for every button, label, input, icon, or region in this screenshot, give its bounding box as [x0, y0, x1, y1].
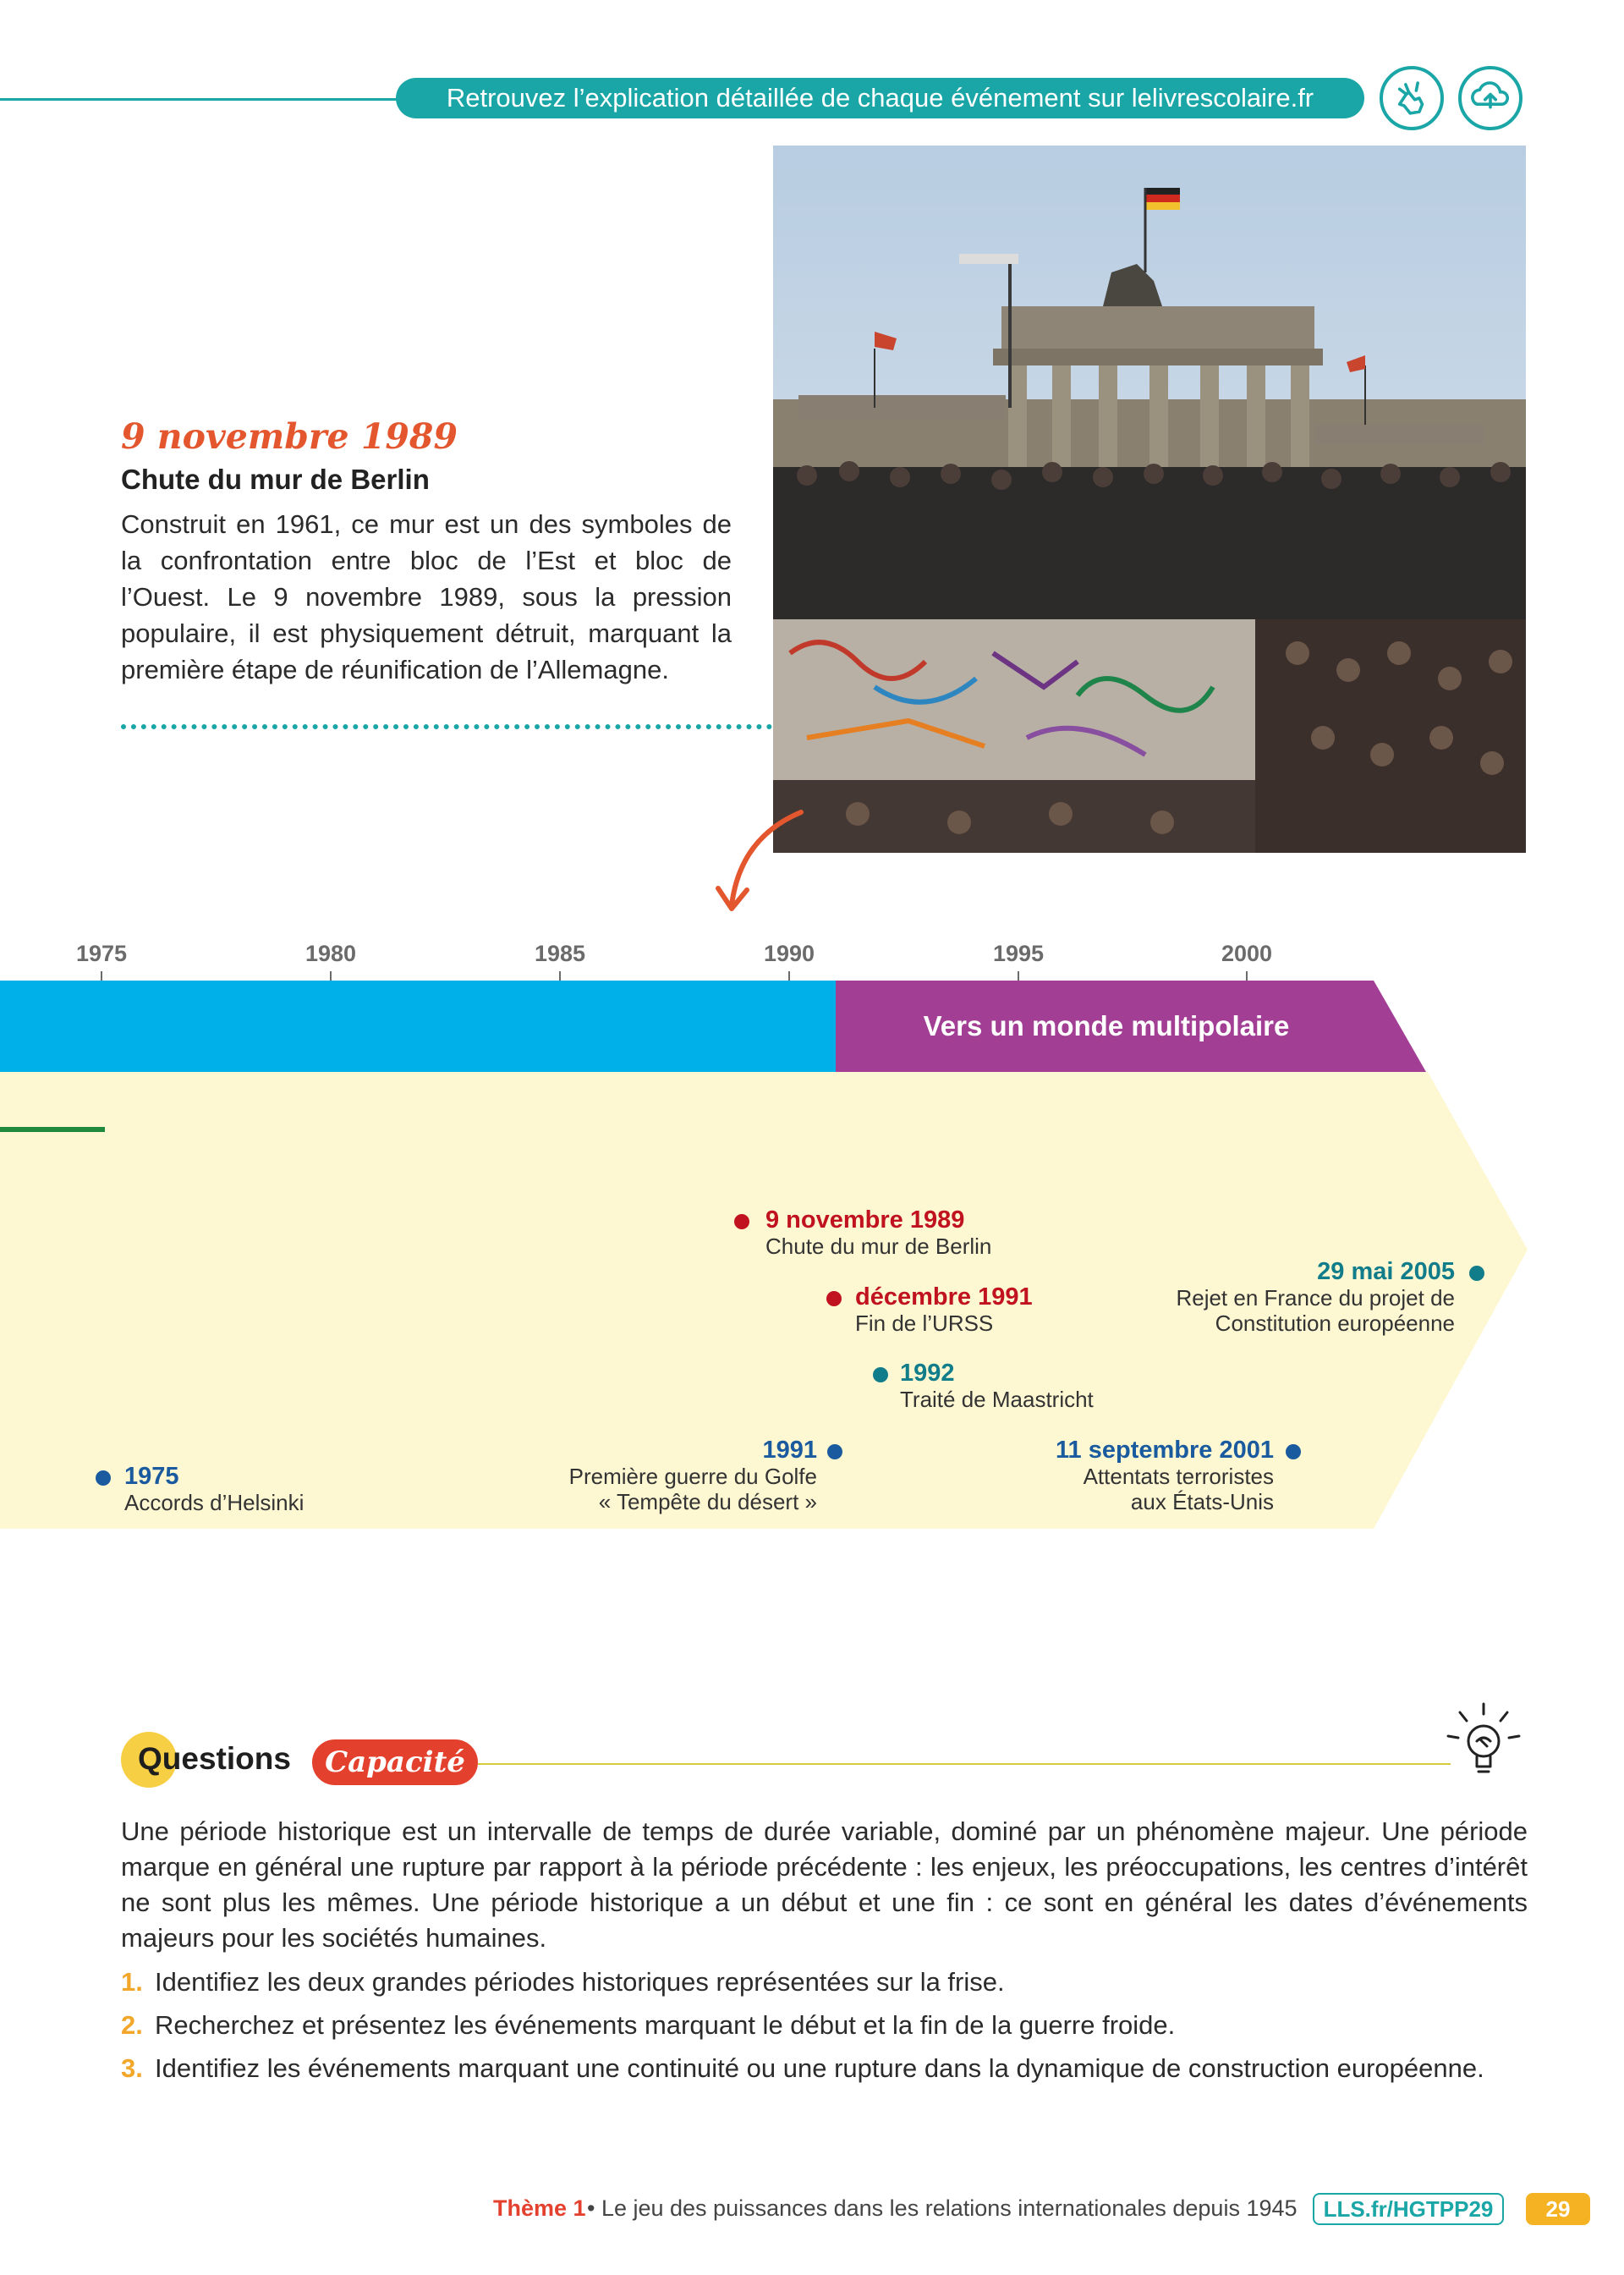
questions-intro: Une période historique est un intervalle de temps de durée variable, dominé par un phénomène majeur. Une période marque en général une rupture par rapport à la période précédente : les enjeux, les préoccupations, les centres d’intérêt ne sont plus les mêmes. Une période historique a un début et une fin : ce sont en général les dates d’événements majeurs pour les sociétés humaines. — [121, 1816, 1528, 1953]
event-label: Accords d’Helsinki — [124, 1490, 304, 1515]
footer-theme: Thème 1 — [493, 2195, 586, 2221]
question-item — [121, 2008, 1528, 2043]
event-dot — [734, 1214, 749, 1229]
tick-label: 1995 — [992, 941, 1045, 966]
event-label: Traité de Maastricht — [900, 1387, 1094, 1412]
questions-title: Questions — [138, 1741, 291, 1776]
hand-gesture-icon[interactable] — [1380, 66, 1444, 130]
event-date: 9 novembre 1989 — [121, 416, 458, 457]
event-dot — [1469, 1266, 1484, 1281]
event-date: décembre 1991 — [855, 1283, 1033, 1311]
page-number: 29 — [1526, 2193, 1590, 2225]
event-date: 1991 — [762, 1437, 817, 1464]
event-dot — [96, 1470, 111, 1486]
question-number: 1. — [121, 1967, 143, 1997]
timeline-event — [765, 1206, 991, 1259]
period-label: Vers un monde multipolaire — [923, 1010, 1290, 1041]
event-date: 11 septembre 2001 — [1056, 1437, 1274, 1464]
question-text: Identifiez les événements marquant une continuité ou une rupture dans la dynamique de construction européenne. — [155, 2053, 1484, 2083]
tick-label: 1985 — [534, 941, 586, 966]
tick-label: 1975 — [75, 941, 128, 966]
question-text: Identifiez les deux grandes périodes historiques représentées sur la frise. — [155, 1967, 1005, 1997]
question-item — [121, 2051, 1528, 2086]
footer-link[interactable]: LLS.fr/HGTPP29 — [1313, 2193, 1504, 2225]
event-date: 9 novembre 1989 — [765, 1206, 965, 1234]
period-band-cold-war — [0, 981, 836, 1072]
timeline-event — [855, 1283, 1033, 1336]
timeline-event — [124, 1463, 304, 1515]
capacite-tag: Capacité — [312, 1739, 478, 1785]
timeline-event — [900, 1360, 1094, 1412]
event-date: 1992 — [900, 1360, 955, 1387]
header-banner[interactable]: Retrouvez l’explication détaillée de chaque événement sur lelivrescolaire.fr — [396, 78, 1364, 118]
lightbulb-icon — [1440, 1697, 1528, 1785]
timeline-event — [508, 1437, 817, 1514]
tick-label: 1990 — [763, 941, 815, 966]
header-rule — [0, 98, 406, 101]
event-date: 29 mai 2005 — [1317, 1258, 1455, 1285]
green-marker — [0, 1127, 105, 1132]
event-label: Fin de l’URSS — [855, 1311, 994, 1336]
event-label: Première guerre du Golfe — [568, 1464, 817, 1489]
curved-arrow-icon — [706, 804, 816, 922]
question-text: Recherchez et présentez les événements marquant le début et la fin de la guerre froide. — [155, 2010, 1176, 2040]
event-dot — [826, 1291, 842, 1306]
question-number: 3. — [121, 2053, 143, 2083]
timeline-event — [973, 1437, 1274, 1514]
tick-label: 1980 — [304, 941, 357, 966]
upload-cloud-icon[interactable] — [1458, 66, 1522, 130]
question-number: 2. — [121, 2010, 143, 2040]
question-item — [121, 1965, 1528, 2000]
event-date: 1975 — [124, 1463, 179, 1490]
event-title: Chute du mur de Berlin — [121, 464, 430, 495]
brandenburg-gate-photo — [773, 146, 1526, 853]
event-label-2: aux États-Unis — [1130, 1489, 1274, 1514]
event-label-2: « Tempête du désert » — [598, 1489, 817, 1514]
timeline-event — [1100, 1258, 1455, 1336]
event-label: Attentats terroristes — [1083, 1464, 1274, 1489]
event-dot — [1286, 1444, 1301, 1459]
event-description: Construit en 1961, ce mur est un des symboles de la confrontation entre bloc de l’Est et bloc de l’Ouest. Le 9 novembre 1989, sous la pression populaire, il est physiquement détruit, marquant la première étape de réunification de l’Allemagne. — [121, 509, 732, 684]
event-dot — [827, 1444, 842, 1459]
event-dot — [873, 1367, 888, 1382]
dotted-connector — [121, 724, 772, 729]
questions-rule — [478, 1763, 1451, 1765]
event-label-2: Constitution européenne — [1215, 1311, 1455, 1336]
event-label: Chute du mur de Berlin — [765, 1234, 992, 1259]
footer-text: • Le jeu des puissances dans les relations internationales depuis 1945 — [587, 2195, 1298, 2221]
event-label: Rejet en France du projet de — [1176, 1285, 1455, 1311]
tick-label: 2000 — [1221, 941, 1273, 966]
